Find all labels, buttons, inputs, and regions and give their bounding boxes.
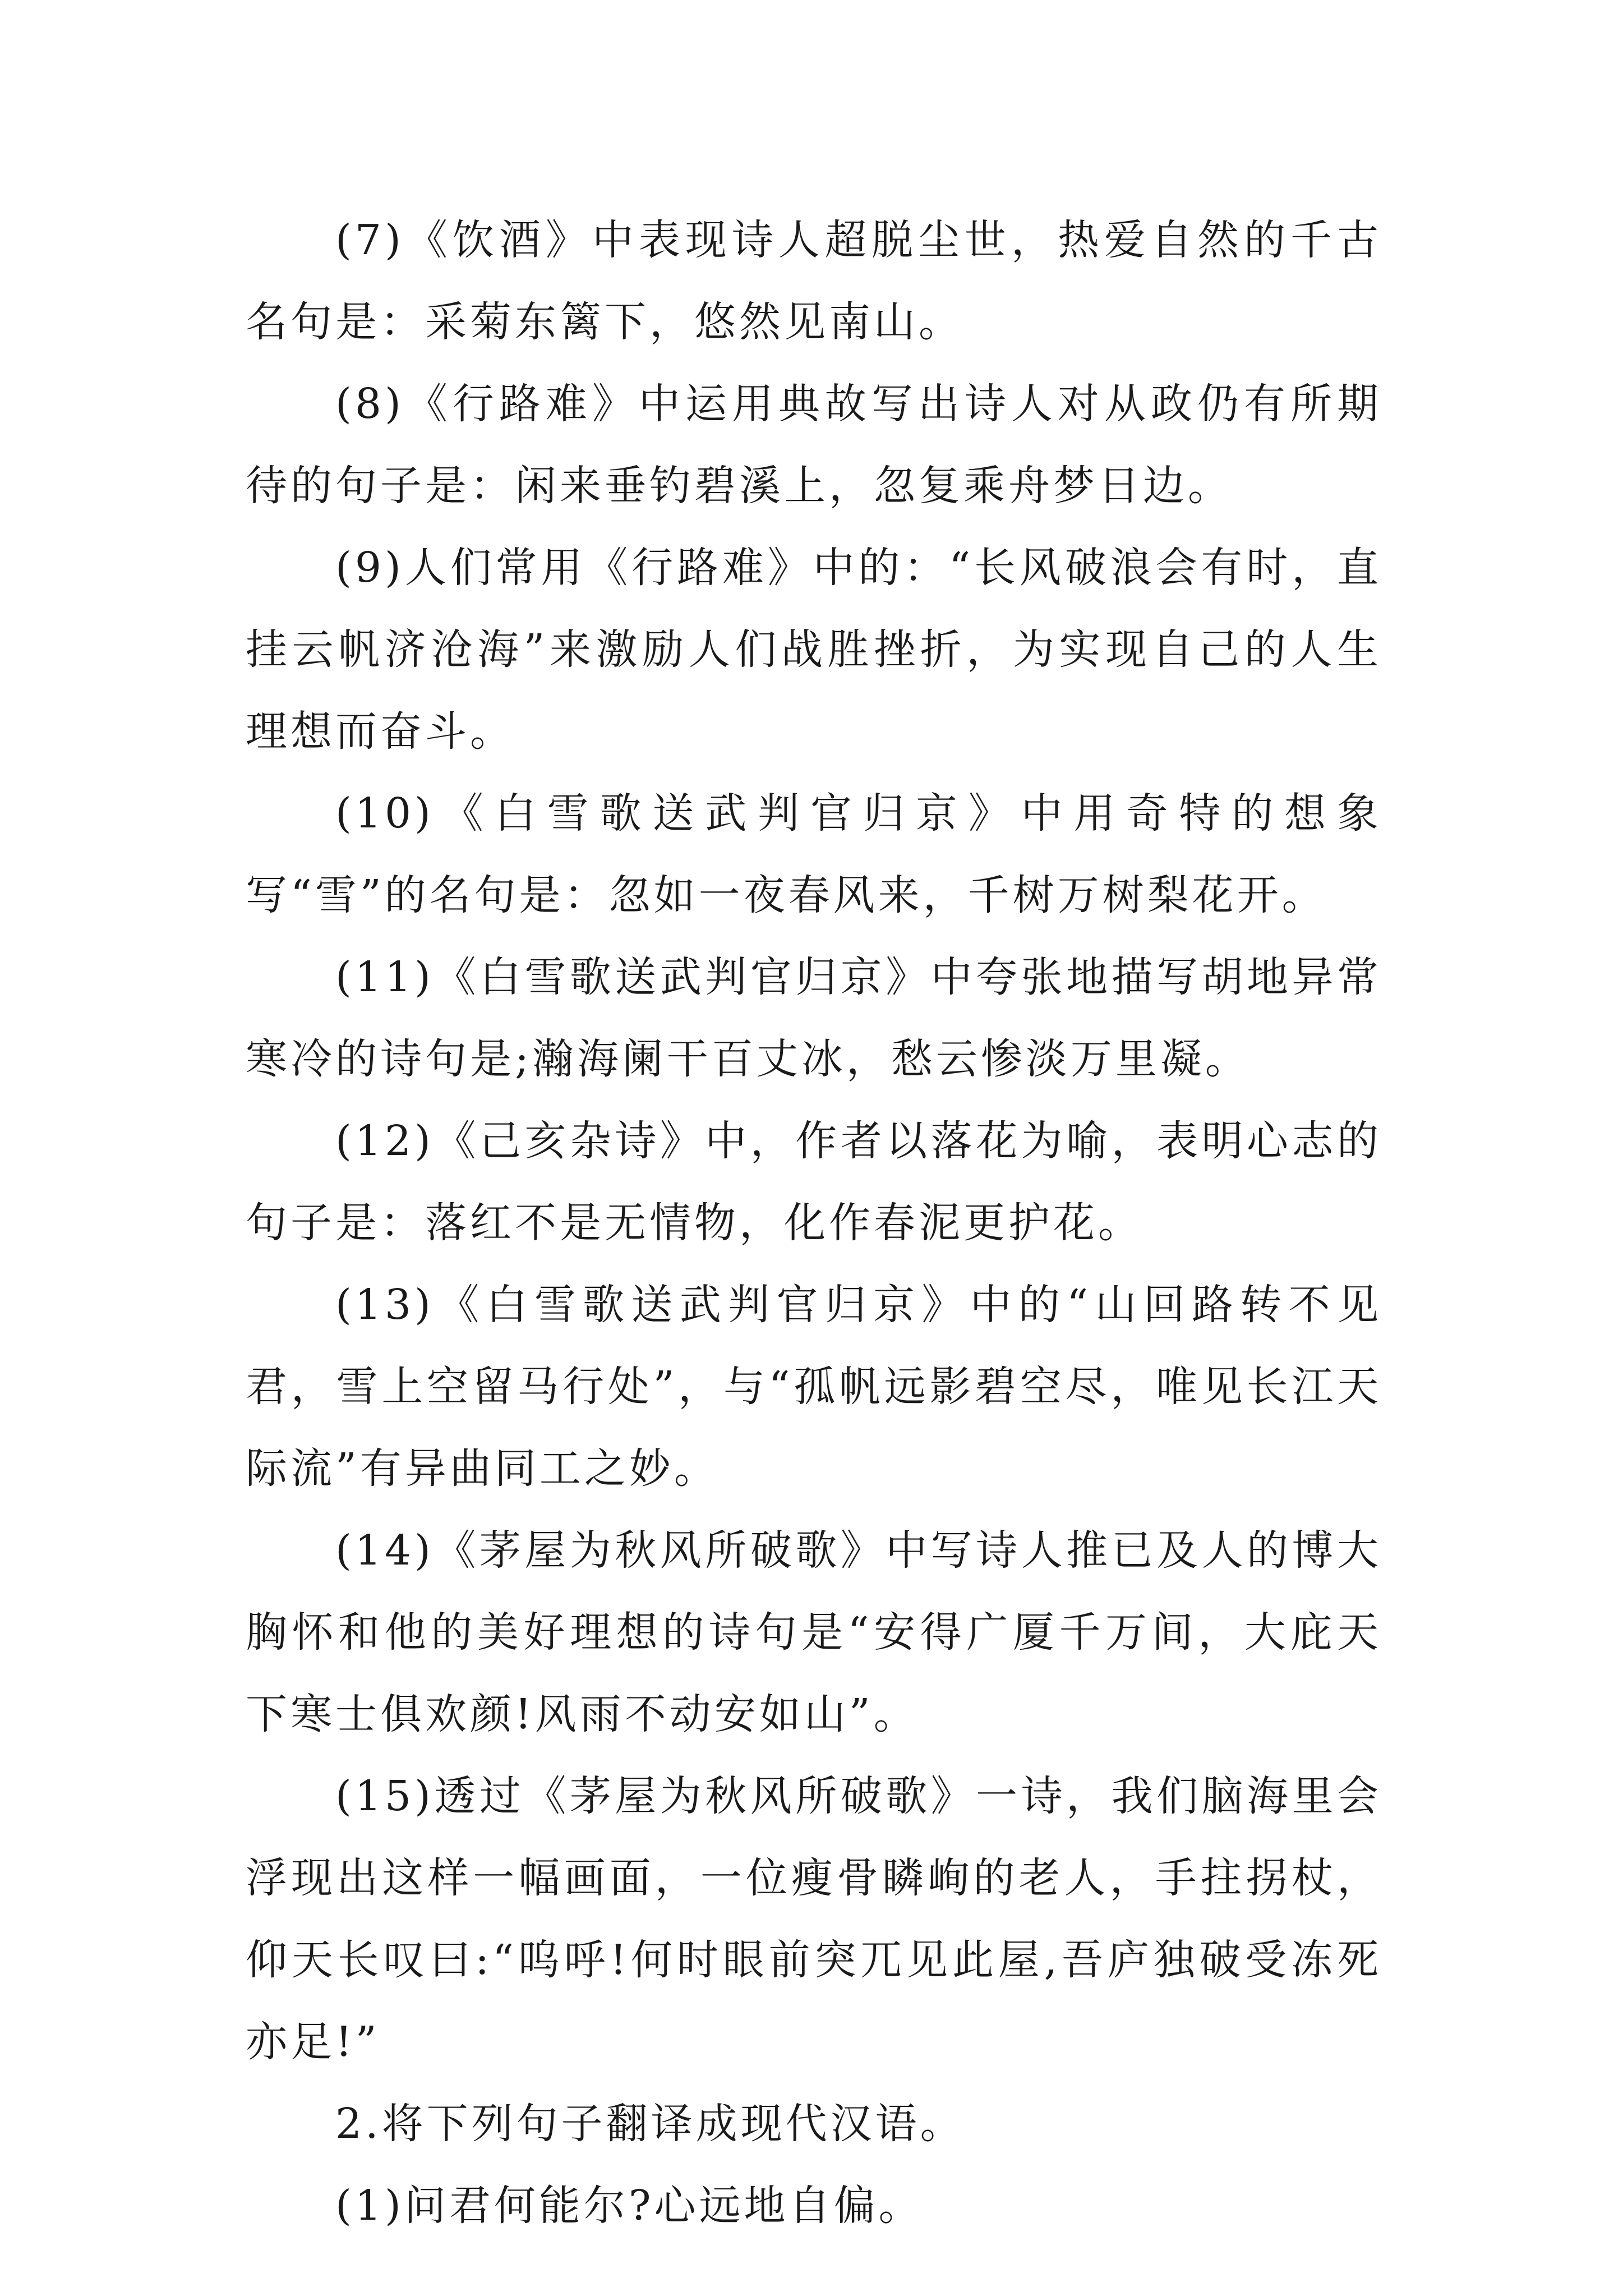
section-heading-translation: 2.将下列句子翻译成现代汉语。 bbox=[335, 2100, 965, 2148]
paragraph-9: (9)人们常用《行路难》中的：“长风破浪会有时，直挂云帆济沧海”来激励人们战胜挫折，为实现自己的人生理想而奋斗。 bbox=[246, 544, 1382, 756]
translation-item-1: (1)问君何能尔?心远地自偏。 bbox=[335, 2182, 924, 2230]
paragraph-10: (10)《白雪歌送武判官归京》中用奇特的想象写“雪”的名句是：忽如一夜春风来，千树万树梨花开。 bbox=[246, 789, 1382, 919]
paragraph-13: (13)《白雪歌送武判官归京》中的“山回路转不见君，雪上空留马行处”，与“孤帆远影碧空尽，唯见长江天际流”有异曲同工之妙。 bbox=[246, 1281, 1382, 1493]
paragraph-12: (12)《己亥杂诗》中，作者以落花为喻，表明心志的句子是：落红不是无情物，化作春泥更护花。 bbox=[246, 1117, 1382, 1247]
document-body bbox=[246, 199, 1382, 2247]
paragraph-8: (8)《行路难》中运用典故写出诗人对从政仍有所期待的句子是：闲来垂钓碧溪上，忽复乘舟梦日边。 bbox=[246, 380, 1382, 510]
paragraph-11: (11)《白雪歌送武判官归京》中夸张地描写胡地异常寒冷的诗句是;瀚海阑干百丈冰，愁云惨淡万里凝。 bbox=[246, 953, 1382, 1083]
paragraph-15: (15)透过《茅屋为秋风所破歌》一诗，我们脑海里会浮现出这样一幅画面，一位瘦骨瞵峋的老人，手拄拐杖，仰天长叹曰:“呜呼!何时眼前突兀见此屋,吾庐独破受冻死亦足!” bbox=[246, 1772, 1382, 2066]
paragraph-14: (14)《茅屋为秋风所破歌》中写诗人推已及人的博大胸怀和他的美好理想的诗句是“安得广厦千万间，大庇天下寒士俱欢颜!风雨不动安如山”。 bbox=[246, 1526, 1382, 1738]
paragraph-7: (7)《饮酒》中表现诗人超脱尘世，热爱自然的千古名句是：采菊东篱下，悠然见南山。 bbox=[246, 216, 1382, 346]
